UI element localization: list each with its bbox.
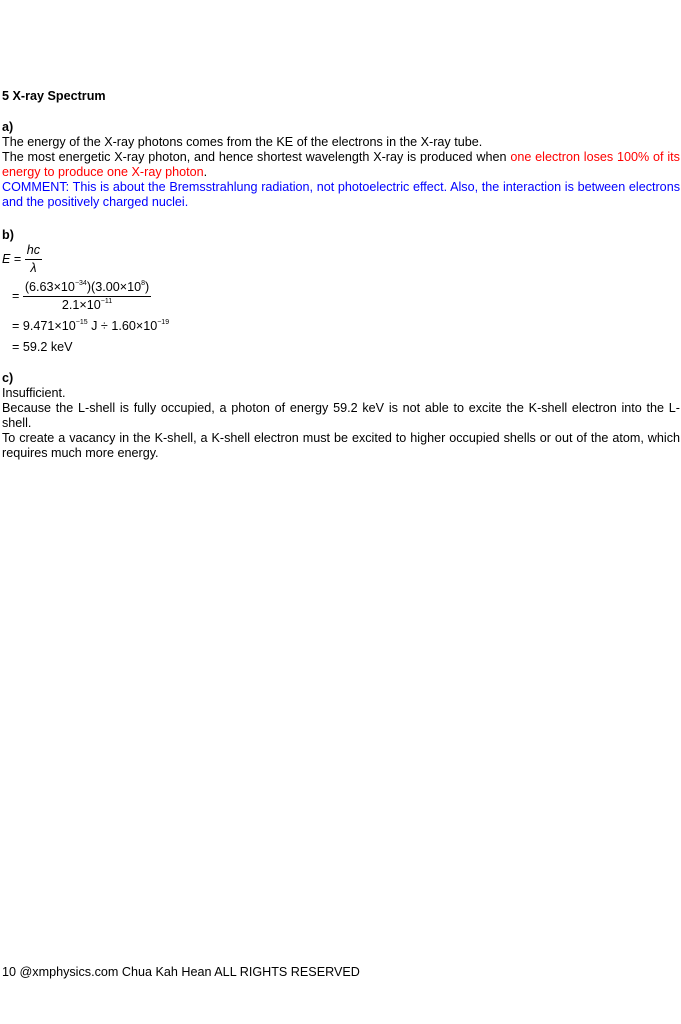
eq2-equals: = — [12, 288, 20, 303]
part-c — [2, 371, 680, 461]
eq3-b-exp: −19 — [157, 318, 170, 326]
eq1-equals: = — [13, 251, 22, 266]
part-a-line2-text: The most energetic X-ray photon, and hence shortest wavelength X-ray is produced when — [2, 150, 511, 164]
part-a — [2, 120, 680, 210]
part-c-label: c) — [2, 371, 14, 385]
eq1-fraction — [25, 243, 42, 276]
eq2-num-b-exp: 8 — [141, 279, 145, 287]
eq1-numerator: hc — [25, 243, 42, 260]
equation-line-1 — [2, 243, 42, 276]
part-c-line1: Insufficient. — [2, 386, 66, 400]
part-c-line2: Because the L-shell is fully occupied, a photon of energy 59.2 keV is not able to excite the K-shell electron into the L-shell. — [2, 401, 680, 430]
part-b — [2, 228, 680, 243]
eq1-lhs: E — [2, 251, 11, 266]
eq2-num-c: ) — [144, 280, 150, 294]
eq2-den-exp: −11 — [100, 297, 113, 305]
eq3-a: 9.471×10 — [22, 319, 76, 333]
part-a-line2 — [2, 150, 680, 180]
eq1-denominator: λ — [30, 261, 37, 275]
eq3-b: J ÷ 1.60×10 — [87, 319, 158, 333]
eq2-fraction — [23, 280, 151, 313]
part-a-line1: The energy of the X-ray photons comes from the KE of the electrons in the X-ray tube. — [2, 135, 483, 149]
part-a-comment: COMMENT: This is about the Bremsstrahlung radiation, not photoelectric effect. Also, the interaction is between electrons and the positively charged nuclei. — [2, 180, 680, 209]
eq2-num-a: (6.63×10 — [24, 280, 75, 294]
eq2-den: 2.1×10 — [61, 298, 101, 312]
eq2-numerator — [23, 280, 151, 297]
eq3-equals: = — [12, 319, 20, 333]
eq3-a-exp: −15 — [75, 318, 88, 326]
part-c-line3: To create a vacancy in the K-shell, a K-shell electron must be excited to higher occupied shells or out of the atom, which requires much more energy. — [2, 431, 680, 460]
eq2-num-a-exp: −34 — [74, 279, 87, 287]
page-footer: 10 @xmphysics.com Chua Kah Hean ALL RIGHTS RESERVED — [2, 965, 360, 979]
eq2-num-b: )(3.00×10 — [86, 280, 142, 294]
eq4-value: 59.2 keV — [22, 340, 73, 354]
equation-line-3 — [12, 319, 169, 334]
eq2-denominator — [23, 297, 151, 313]
section-heading: 5 X-ray Spectrum — [2, 89, 106, 103]
equation-line-4 — [12, 340, 73, 355]
part-a-label: a) — [2, 120, 14, 134]
part-a-emphasis: one electron loses 100% of its energy to produce one X-ray photon — [2, 150, 680, 179]
part-b-working — [2, 243, 302, 358]
part-a-line2-end: . — [203, 165, 208, 179]
part-b-label: b) — [2, 228, 14, 242]
eq4-equals: = — [12, 340, 20, 354]
equation-line-2 — [12, 280, 151, 313]
